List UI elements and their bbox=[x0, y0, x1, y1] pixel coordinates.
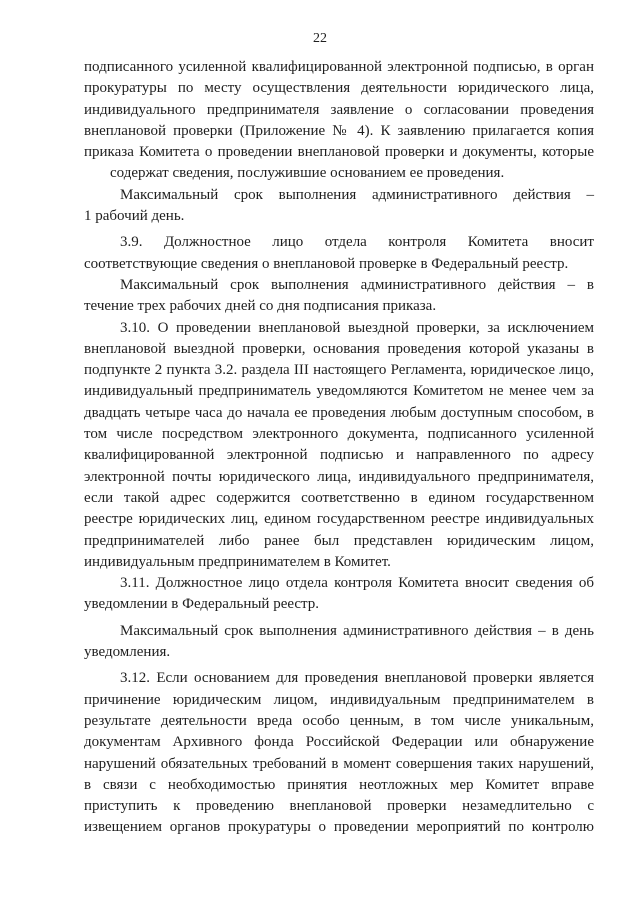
text-line: индивидуальный предприниматель уведомляются Комитетом не менее чем за bbox=[84, 383, 594, 400]
paragraph-3-10 bbox=[84, 318, 594, 574]
text-line: индивидуального предпринимателя заявление о согласовании проведения bbox=[84, 101, 594, 118]
text-line: электронной почты юридического лица, индивидуального предпринимателя, bbox=[84, 468, 594, 485]
text-line: предпринимателей либо ранее был представлен юридическим лицом, bbox=[84, 532, 594, 549]
text-line: внеплановой проверки (Приложение № 4). К заявлению прилагается копия bbox=[84, 122, 594, 139]
paragraph-approval-request bbox=[84, 57, 594, 185]
text-line: приступить к проведению внеплановой проверки незамедлительно с bbox=[84, 798, 594, 815]
text-line: соответствующие сведения о внеплановой проверке в Федеральный реестр. bbox=[84, 255, 569, 272]
paragraph-3-12 bbox=[84, 668, 594, 838]
text-line: Максимальный срок выполнения административного действия – bbox=[120, 186, 594, 203]
page-number: 22 bbox=[313, 31, 327, 46]
text-line: прокуратуры по месту осуществления деятельности юридического лица, bbox=[84, 80, 594, 97]
text-line: 3.10. О проведении внеплановой выездной проверки, за исключением bbox=[120, 319, 594, 336]
text-line: если такой адрес содержится соответственно в едином государственном bbox=[84, 489, 594, 506]
text-line: квалифицированной электронной подписью и направленного по адресу bbox=[84, 447, 594, 464]
text-line: внеплановой выездной проверки, основания проведения которой указаны в bbox=[84, 340, 594, 357]
text-line: уведомлении в Федеральный реестр. bbox=[84, 596, 320, 613]
text-line: течение трех рабочих дней со дня подписания приказа. bbox=[84, 298, 437, 315]
text-line: результате деятельности вреда особо ценным, в том числе уникальным, bbox=[84, 712, 594, 729]
text-line: содержат сведения, послужившие основанием ее проведения. bbox=[110, 165, 505, 182]
paragraph-3-11 bbox=[84, 573, 594, 616]
text-line: реестре юридических лиц, едином государственном реестре индивидуальных bbox=[84, 511, 594, 528]
paragraph-max-term-2 bbox=[84, 275, 594, 318]
text-line: документам Архивного фонда Российской Федерации или обнаружение bbox=[84, 734, 594, 751]
paragraph-max-term-3 bbox=[84, 621, 594, 664]
text-line: причинение юридическим лицом, индивидуальным предпринимателем в bbox=[84, 691, 594, 708]
paragraph-max-term-1 bbox=[84, 185, 594, 228]
text-line: уведомления. bbox=[84, 644, 171, 661]
text-line: Максимальный срок выполнения административного действия – в bbox=[120, 276, 594, 293]
text-line: подписанного усиленной квалифицированной электронной подписью, в орган bbox=[84, 59, 594, 75]
text-line: приказа Комитета о проведении внеплановой проверки и документы, которые bbox=[84, 144, 594, 161]
text-line: индивидуальным предпринимателем в Комитет. bbox=[84, 553, 391, 570]
document-body bbox=[84, 57, 594, 839]
text-line: нарушений обязательных требований в момент совершения таких нарушений, bbox=[84, 755, 594, 772]
text-line: двадцать четыре часа до начала ее проведения любым доступным способом, в bbox=[84, 404, 594, 421]
paragraph-3-9 bbox=[84, 232, 594, 275]
text-line: в связи с необходимостью принятия неотложных мер Комитет вправе bbox=[84, 776, 594, 793]
text-line: 1 рабочий день. bbox=[84, 208, 185, 225]
text-line: 3.12. Если основанием для проведения внеплановой проверки является bbox=[120, 670, 594, 687]
text-line: том числе посредством электронного документа, подписанного усиленной bbox=[84, 426, 594, 443]
text-line: 3.11. Должностное лицо отдела контроля Комитета вносит сведения об bbox=[120, 575, 594, 592]
text-line: 3.9. Должностное лицо отдела контроля Комитета вносит bbox=[120, 234, 594, 251]
text-line: извещением органов прокуратуры о проведении мероприятий по контролю bbox=[84, 819, 594, 836]
text-line: подпункте 2 пункта 3.2. раздела III настоящего Регламента, юридическое лицо, bbox=[84, 362, 594, 379]
text-line: Максимальный срок выполнения административного действия – в день bbox=[120, 622, 594, 639]
